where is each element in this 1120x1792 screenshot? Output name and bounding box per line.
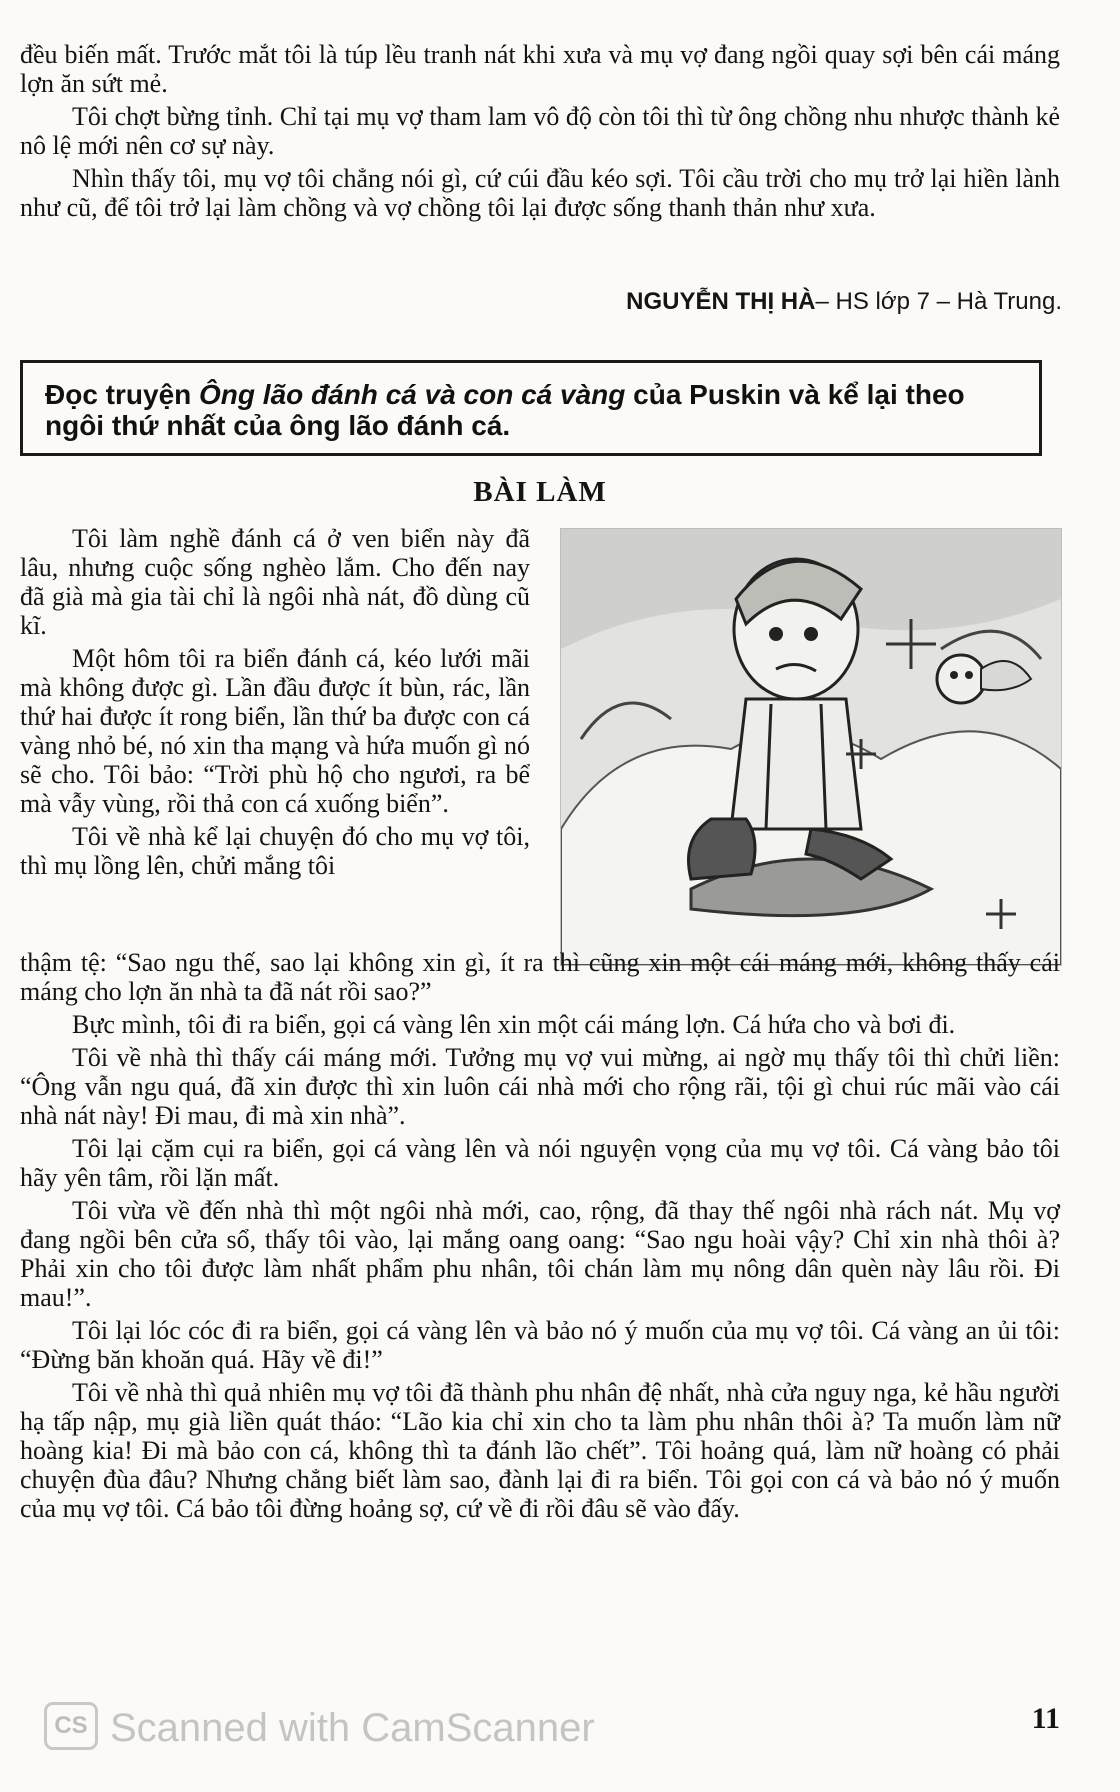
paragraph: Nhìn thấy tôi, mụ vợ tôi chẳng nói gì, cứ cúi đầu kéo sợi. Tôi cầu trời cho mụ trở lại hiền lành như cũ, để tôi trở lại làm chồng và vợ chồng tôi lại được sống thanh thản như xưa. — [20, 164, 1060, 222]
author-signature — [626, 288, 1062, 316]
story-ending — [20, 40, 1060, 226]
fisherman-illustration — [560, 528, 1062, 966]
paragraph: đều biến mất. Trước mắt tôi là túp lều tranh nát khi xưa và mụ vợ đang ngồi quay sợi bên cái máng lợn ăn sứt mẻ. — [20, 40, 1060, 98]
essay-body — [20, 948, 1060, 1527]
author-detail: – HS lớp 7 – Hà Trung. — [815, 288, 1062, 315]
essay-opening-column — [20, 524, 530, 884]
assignment-box — [20, 360, 1042, 456]
assignment-title: Ông lão đánh cá và con cá vàng — [199, 379, 626, 410]
paragraph: Tôi về nhà thì thấy cái máng mới. Tưởng mụ vợ vui mừng, ai ngờ mụ thấy tôi thì chửi liền: “Ông vẫn ngu quá, đã xin được thì xin luôn cái nhà mới cho rộng rãi, tội gì chui rúc mãi vào cái nhà nát này! Đi mau, đi mà xin nhà”. — [20, 1043, 1060, 1130]
camscanner-logo-icon: CS — [44, 1702, 98, 1750]
paragraph: Tôi làm nghề đánh cá ở ven biển này đã lâu, nhưng cuộc sống nghèo lắm. Cho đến nay đã già mà gia tài chỉ là ngôi nhà nát, đồ dùng cũ kĩ. — [20, 524, 530, 640]
section-heading: BÀI LÀM — [473, 476, 607, 508]
paragraph: Tôi lại lóc cóc đi ra biển, gọi cá vàng lên và bảo nó ý muốn của mụ vợ tôi. Cá vàng an ủi tôi: “Đừng băn khoăn quá. Hãy về đi!” — [20, 1316, 1060, 1374]
paragraph: Tôi chợt bừng tỉnh. Chỉ tại mụ vợ tham lam vô độ còn tôi thì từ ông chồng nhu nhược thành kẻ nô lệ mới nên cơ sự này. — [20, 102, 1060, 160]
scanner-watermark: Scanned with CamScanner — [110, 1706, 595, 1750]
paragraph: Một hôm tôi ra biển đánh cá, kéo lưới mãi mà không được gì. Lần đầu được ít bùn, rác, lần thứ hai được ít rong biển, lần thứ ba được con cá vàng nhỏ bé, nó xin tha mạng và hứa muốn gì nó sẽ cho. Tôi bảo: “Trời phù hộ cho ngươi, ra bể mà vẫy vùng, rồi thả con cá xuống biển”. — [20, 644, 530, 818]
paragraph: Tôi về nhà thì quả nhiên mụ vợ tôi đã thành phu nhân đệ nhất, nhà cửa nguy nga, kẻ hầu người hạ tấp nập, mụ già liền quát tháo: “Lão kia chỉ xin cho ta làm phu nhân thôi à? Ta muốn làm nữ hoàng kia! Đi mà bảo con cá, không thì ta đánh lão chết”. Tôi hoảng quá, làm nữ hoàng có phải chuyện đùa đâu? Nhưng chẳng biết làm sao, đành lại đi ra biển. Tôi gọi con cá và bảo nó ý muốn của mụ vợ tôi. Cá bảo tôi đừng hoảng sợ, cứ về đi rồi đâu sẽ vào đấy. — [20, 1378, 1060, 1523]
assignment-prefix: Đọc truyện — [45, 379, 200, 410]
page-number: 11 — [1031, 1702, 1060, 1735]
paragraph: Tôi về nhà kể lại chuyện đó cho mụ vợ tôi, thì mụ lồng lên, chửi mắng tôi — [20, 822, 530, 880]
paragraph: Bực mình, tôi đi ra biển, gọi cá vàng lên xin một cái máng lợn. Cá hứa cho và bơi đi. — [72, 1010, 956, 1039]
paragraph: thậm tệ: “Sao ngu thế, sao lại không xin gì, ít ra thì cũng xin một cái máng mới, không thấy cái máng cho lợn ăn nhà ta đã nát rồi sao?” — [20, 948, 1060, 1006]
assignment-suffix: của Puskin và kể lại theo ngôi thứ nhất của ông lão đánh cá. — [45, 379, 965, 441]
fisherman-drawing — [561, 529, 1061, 965]
author-name: NGUYỄN THỊ HÀ — [626, 288, 816, 315]
paragraph: Tôi vừa về đến nhà thì một ngôi nhà mới, cao, rộng, đã thay thế ngôi nhà rách nát. Mụ vợ đang ngồi bên cửa sổ, thấy tôi vào, lại mắng oang oang: “Sao ngu hoài vậy? Chỉ xin nhà thôi à? Phải xin cho tôi được làm nhất phẩm phu nhân, tôi chán làm mụ nông dân quèn này lâu rồi. Đi mau!”. — [20, 1196, 1060, 1312]
paragraph: Tôi lại cặm cụi ra biển, gọi cá vàng lên và nói nguyện vọng của mụ vợ tôi. Cá vàng bảo tôi hãy yên tâm, rồi lặn mất. — [20, 1134, 1060, 1192]
